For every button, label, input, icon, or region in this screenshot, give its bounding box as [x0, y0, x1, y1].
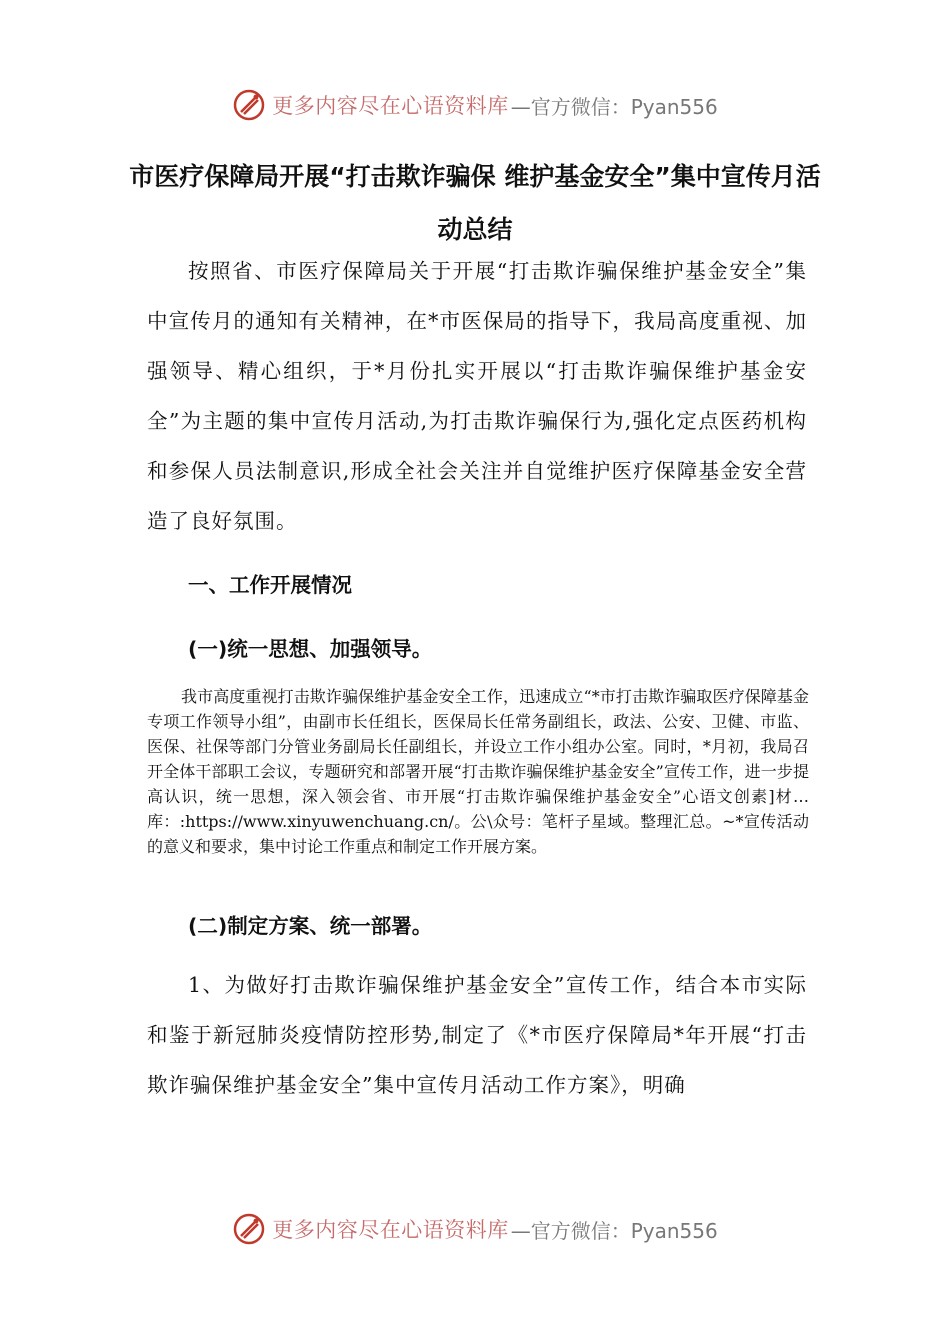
- section-heading-1: 一、工作开展情况: [188, 573, 352, 597]
- watermark-banner-bottom: [0, 1204, 950, 1254]
- subsection-2-body: 1、为做好打击欺诈骗保维护基金安全”宣传工作，结合本市实际和鉴于新冠肺炎疫情防控形势,制定了《*市医疗保障局*年开展“打击欺诈骗保维护基金安全”集中宣传月活动工作方案》，明确: [147, 973, 807, 1097]
- watermark-wechat: —官方微信：Pyan556: [510, 94, 718, 119]
- subsection-heading-1: (一)统一思想、加强领导。: [188, 637, 433, 661]
- intro-paragraph: 按照省、市医疗保障局关于开展“打击欺诈骗保维护基金安全”集中宣传月的通知有关精神，在*市医保局的指导下，我局高度重视、加强领导、精心组织，于*月份扎实开展以“打击欺诈骗保维护基金安全”为主题的集中宣传月活动,为打击欺诈骗保行为,强化定点医药机构和参保人员法制意识,形成全社会关注并自觉维护医疗保障基金安全营造了良好氛围。: [147, 259, 807, 533]
- document-title: 市医疗保障局开展“打击欺诈骗保 维护基金安全”集中宣传月活动总结: [129, 162, 821, 244]
- watermark-logo-icon: [232, 88, 266, 122]
- subsection-heading-2: (二)制定方案、统一部署。: [188, 914, 433, 938]
- watermark-brand: 更多内容尽在心语资料库: [272, 1218, 509, 1242]
- watermark-brand: 更多内容尽在心语资料库: [272, 94, 509, 118]
- subsection-1-body: 我市高度重视打击欺诈骗保维护基金安全工作，迅速成立“*市打击欺诈骗取医疗保障基金专项工作领导小组”，由副市长任组长，医保局长任常务副组长，政法、公安、卫健、市监、医保、社保等部门分管业务副局长任副组长，并设立工作小组办公室。同时，*月初，我局召开全体干部职工会议，专题研究和部署开展“打击欺诈骗保维护基金安全”宣传工作，进一步提高认识，统一思想，深入领会省、市开展“打击欺诈骗保维护基金安全”心语文创素]材…库：:https://www.xinyuwenchuang.cn/。公\众号：笔杆子星域。整理汇总。~*宣传活动的意义和要求，集中讨论工作重点和制定工作开展方案。: [147, 687, 809, 856]
- watermark-wechat: —官方微信：Pyan556: [510, 1218, 718, 1243]
- watermark-logo-icon: [232, 1212, 266, 1246]
- watermark-banner-top: [0, 80, 950, 130]
